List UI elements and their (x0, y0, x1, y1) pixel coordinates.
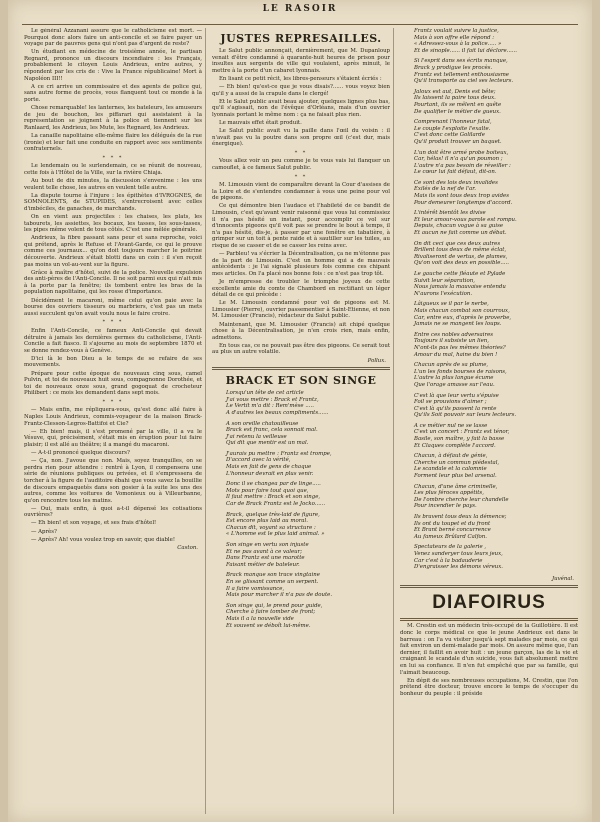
column-2 (212, 28, 390, 814)
article-paragraph: Le Salut public annonçait, dernièrement, que M. Dupanloup venait d'être condamné à quarante-huit heures de prison pour insultes aux sergents de ville qui voulaient, après minuit, le mettre à la porte d'un cabaret lyonnais. (212, 48, 390, 74)
verse-line: L'un les fonds bourses de raisons, (414, 368, 507, 375)
article-paragraphs (24, 163, 202, 317)
verse-line: Et Claques complète l'accord. (414, 442, 496, 449)
verse-line: J'ai retenu la veilleuse (226, 433, 287, 440)
article-paragraphs (24, 328, 202, 397)
article-signature: Caston. (177, 544, 198, 551)
verse-line: De l'ombre cherche leur chandelle (414, 496, 509, 503)
verse-line: Et souvent se déboît lui-même. (226, 622, 311, 629)
article-paragraph: Ce qui démontre bien l'audace et l'habileté de ce bandit de Limousin, c'est qu'avant venir raisonné que vous lui commissiez il n'a pas hésité un instant, pour accomplir ce vol sur d'innocents pigeons qu'il voit pas se prendre le bout à temps, il n'a pas hésité, dis-je, à passer par une fenêtre en tabatière, à grimper sur un toit à pente raide et à sautiller sur les tuiles, au risque de se casser et de se casser les reins avec. (212, 203, 390, 250)
verse-line: Comprenant l'honneur fatal, (414, 119, 492, 126)
verse-line: Chacun dit, voyant sa structure : (226, 524, 316, 531)
verse-line: Exilés de la nef de l'ar. (414, 186, 476, 193)
verse-line: Si l'esprit dans ses écrits manque, (414, 58, 508, 65)
column-rule (205, 28, 206, 814)
article-paragraphs (24, 28, 202, 153)
verse-line: Mots pour faire tout quoi que, (226, 487, 309, 494)
article-paragraph: Grâce à maître d'hôtel, suivi de la police. Nouvelle expulsion des anti-pères de l'Anti-Concile. Il ne soit parmi eux qui n'ait mis à la porte par la fenêtre; ils tombent entre les bras de la population napolitaine, qui les rosse d'importance. (24, 269, 202, 296)
verse-line: Pour incendier le pays. (414, 503, 477, 510)
verse-line: Qu'il produit trouver un baquet. (414, 138, 502, 145)
verse-line: Le Vertit m'a dit : Rem'mèse ..... (226, 403, 314, 410)
newspaper-page (8, 0, 592, 822)
verse-line: Ils laissent la paire tous deux. (414, 95, 496, 102)
verse-line: Depuis, chacun vogue à sa guise (414, 223, 504, 230)
section-title: DIAFOIRUS (432, 592, 546, 614)
verse-line: Et de sinople...... il fait lui déclore...... (414, 47, 518, 54)
article-paragraph: Chose remarquable! les lanternes, les bateleurs, les amuseurs de jeu de bouchon, les piffarari qui assistaient à la représentation se joignent à la police et tiennent sur les Ranlaard, les Andrieux, les Mute, les Regnard, les Andrieux. (24, 105, 202, 131)
verse-line: Toujours il subsiste un lien, (414, 338, 489, 345)
article-paragraph: Un étudiant en médecine de troisième année, le partisan Regnard, prononce un discours incendiaire : les Français, probablement le citoyen Louis Andrieux, entre autres, y répondent par les cris de : Vive la France républicaine! Mort à Napoléon III!! (24, 49, 202, 82)
verse-line: Brack y prodigue les procès. (414, 64, 493, 71)
article-paragraph: — Mais enfin, me répliquera-vous, qu'est donc allé faire à Naples Louis Andrieux, commis-voyageur de la maison Brack-Frantz-Clesson-Legros-Battifoi et Cie? (24, 407, 202, 427)
verse-line: « L'homme est le plus laid animal. » (226, 531, 325, 538)
verse-line: Dans Frantz est une marotte (226, 555, 305, 562)
verse-line: A d'autres les beaux compliments...... (226, 409, 329, 416)
article-paragraph: Le Salut public avait vu la paille dans l'œil du voisin : il n'avait pas vu la poutre dans son propre œil (c'est dur, mais énergique). (212, 128, 390, 148)
verse-line: J'aurais pu mettre : Frantz est trompe, (226, 450, 332, 457)
verse-line: Frantz voulait suivre la justice, (414, 28, 499, 34)
verse-line: Le scandale et la calomnie (414, 466, 487, 473)
verse-line: Pourtant, ils se mêlent en quête (414, 101, 502, 108)
verse-line: A ce métier nul ne se lasse (414, 422, 488, 429)
article-paragraph: — Eh bien! qu'est-ce que je vous disais?...... vous voyez bien qu'il y a aussi de la crapule dans le clergé! (212, 83, 390, 97)
verse-line: Ce sont des lois deux invalides (414, 179, 498, 186)
verse-line: Ils ont du toupet et du front (414, 520, 491, 527)
article-paragraph: — Parbleu! va s'écrier la Décentralisation, ça ne m'étonne pas de la part de Limousin. C'est un homme qui a de mauvais antécédents : je l'ai signalé plusieurs fois comme ces chipant mes articles. On l'a placé nos bonne fois : ce n'est pas trop tôt. (212, 251, 390, 277)
verse-line: Brack, quelque très-laid de figure, (226, 511, 320, 518)
separator-stars: * * (294, 173, 308, 180)
verse-line: Et aucun ne fait comme un débat. (414, 230, 507, 237)
verse-line: Faisant métier de bateleur. (226, 561, 300, 568)
verse-line: Le cœur lui fait défaut, dit-on. (414, 169, 497, 176)
song-verses (212, 390, 390, 633)
article-paragraph: La dispute tourne à l'injure : les épithètes d'IVROGNES, de SOMNOLENTS, de STUPIDES, s'entrecroisent avec celles d'imbéciles, de ganaches, de marchands. (24, 192, 202, 212)
article-paragraph: On en vient aux projectiles : les chaises, les plats, les tabourets, les assiettes, les bocaux, les tasses, les sous-tasses, les pipes même volent de tous côtés. C'est une mêlée générale. (24, 213, 202, 234)
verse-line: Pour demeurer longtemps d'accord. (414, 199, 513, 206)
article-paragraph: Maintenant, que M. Limousier (Francis) ait chipé quelque chose à la Décentralisation, je n'en crois rien, mais enfin, admettons. (212, 321, 390, 341)
verse-line: Cherche à faire tomber de front; (226, 609, 316, 616)
separator-stars: * * * (102, 398, 124, 405)
verse-line: Et leur amour-vous parole est rompu. (414, 216, 517, 223)
article-paragraph: Vous allez voir un peu comme je te vous vais lui flanquer un camouflet, à ce fameux Salut public. (212, 158, 390, 171)
verse-line: C'est donc cette Golilarde (414, 132, 485, 139)
verse-line: Chacun, à défaut de génie, (414, 453, 488, 460)
article-paragraph: — Ça, non. J'avoue que non. Mais, soyez tranquilles, on se perdra rien pour attendre : rentré à Lyon, il compensera une série de réunions publiques ou privées, et il s'empressera de torcher à la figure de l'auditoire ébahi que vous savez la bouillie de discours empaquetés dans son gosier à la suite les uns des autres, comme les voitures de Vomonieux ou à Villeurbanne, qu'on rencontre tous les matins. (24, 458, 202, 504)
verse-line: Nous jamais la mauvaise entendu (414, 284, 506, 291)
separator-stars: * * * (102, 319, 124, 326)
verse-line: Mais à son offre elle répond : (414, 34, 495, 41)
section-rule (400, 585, 578, 588)
verse-line: Et Brant berné concurrence (414, 527, 491, 534)
verse-line: Qu'ils Soit pouvoir sur leurs lecteurs. (414, 412, 517, 419)
verse-line: De qualifier le métier de gueux. (414, 108, 501, 115)
article-paragraphs (24, 407, 202, 543)
verse-line: Mais ils sont tous deux trop avides (414, 193, 510, 200)
column-rule (393, 28, 394, 814)
verse-line: Foil se prouvions d'aimer ; (414, 399, 487, 406)
verse-line: A son oreille chatouilleuse (226, 420, 299, 427)
article-paragraph: — Eh bien! et son voyage, et ses frais d'hôtel! (31, 520, 157, 527)
article-paragraph: — Après? Ah! vous voulez trop en savoir, que diable! (31, 536, 175, 543)
article-paragraph: Décidément le macaroni, même celui qu'on paie avec la bourse des ouvriers tisseurs ou marbriers, c'est pas un mets aussi succulent qu'on avait voulu nous le faire croire. (24, 297, 202, 317)
article-paragraphs (400, 623, 578, 697)
verse-line: Brillent tous deux de même éclat, (414, 247, 507, 254)
poem-verses (400, 28, 578, 575)
verse-line: Mais chacun combat son courroux, (414, 307, 510, 314)
article-paragraph: Le M. Limousin condamné pour vol de pigeons est M. Limousier (Pierre), ouvrier passementier à Saint-Etienne, et non M. Limousier (Francis), rédacteur du Salut public. (212, 300, 390, 320)
newspaper-masthead: LE RASOIR (262, 4, 338, 14)
article-paragraph: En dépit de ses nombreuses occupations, M. Crestin, que l'on prétend être docteur, trouve encore le temps de s'occuper du bonheur du peuple : il préside (400, 677, 578, 697)
article-paragraphs (212, 182, 390, 356)
article-paragraph: M. Limousin vient de comparaître devant la Cour d'assises de la Loire et de s'entendre condamner à vous une peine pour vol de pigeons. (212, 182, 390, 202)
verse-line: Suivit leur séparation, (414, 277, 475, 284)
article-paragraph: — Après? (31, 528, 57, 535)
verse-line: L'un doit être armé probe boiteux, (414, 149, 509, 156)
verse-line: Car de Brack Frantz est le Jocko...... (226, 501, 326, 508)
verse-line: Frantz est tellement enthousiasme (414, 71, 509, 78)
separator-stars: * * * (102, 154, 124, 161)
verse-line: L'autre n'a pas besoin de réveiller : (414, 162, 511, 169)
verse-line: L'intérêt bientôt les divise (414, 210, 486, 217)
verse-line: N'aurons l'exécution. (414, 290, 473, 297)
header-rule (22, 24, 578, 25)
verse-line: C'est là qu'ils passent la rente (414, 405, 497, 412)
article-paragraph: — Oui, mais enfin, à quoi a-t-il dépensé les cotisations ouvrières? (24, 505, 202, 519)
verse-line: Qu'on voit des deux en possible..... (414, 260, 509, 267)
verse-line: Basile, son maître, y fait la basse (414, 436, 505, 443)
article-paragraph: La canaille napolitaine elle-même flaire les délégués de la rue (ironie) et leur fait une conduite en rapport avec ses sentiments confraternels. (24, 132, 202, 153)
verse-line: Brack manque son trace vingtaine (226, 572, 320, 579)
verse-line: On dit ceci que ces deux autres (414, 240, 501, 247)
verse-line: Qu'il transporte au ciel ses lecteurs. (414, 78, 514, 85)
verse-line: Chacun, d'une âme criminelle, (414, 483, 498, 490)
verse-line: Lorsqu'un tête de cet article (226, 390, 304, 397)
verse-line: L'autre la plus langue écume (414, 375, 494, 382)
song-title: BRACK ET SON SINGE (225, 374, 377, 388)
verse-line: Que l'orage amasse sur l'eau. (414, 381, 495, 388)
verse-line: Mais pour marcher il n'a pas de doute. (226, 592, 333, 599)
section-rule (400, 618, 578, 621)
article-paragraph: En tous cas, ce ne pouvait pas être des pigeons. Ce serait tout au plus un autre volatile. (212, 342, 390, 356)
verse-line: Amour du mal, haine du bien ! (414, 351, 498, 358)
article-paragraph: Et le Salut public avait beau ajouter, quelques lignes plus bas, qu'il s'agissait, non de l'évêque d'Orléans, mais d'un ouvrier lyonnais portant le même nom : ça ne faisait plus rien. (212, 98, 390, 118)
verse-line: Entre ces nobles adversaires (414, 331, 494, 338)
verse-line: D'accord avec la vérité, (226, 457, 291, 464)
article-paragraph: — A-t-il prononcé quelque discours? (31, 450, 130, 457)
article-paragraph: Prépare pour cette époque de nouveaux cinq sous, camel Pulvin, et toi de nouveaux huit sous, compagnonne Dorothée, et toi de nouveaux onze sous, grand gogoquat de crocheteur Philibert : ce mois les demandent dans sept mois. (24, 370, 202, 397)
verse-line: Venez sanderyer tous leurs jeux, (414, 550, 503, 557)
article-paragraph: Andrieux, la fibre passant sans peur et sans reproche, voici qui prétend, après le Refuse et l'Avant-Garde, ce qui le prouve comme ces journaux... qu'on doit toujours marcher le poitrine découverte. Andrieux s'était blotti dans un coin : il s'en reçoit pas moins un vol-au-vent sur la figure. (24, 235, 202, 268)
verse-line: Mais il a la nouvelle vide (226, 615, 294, 622)
verse-line: D'engraisser les démons véreux. (414, 564, 504, 571)
verse-line: J'ai vous mettre : Brack et Frantz, (226, 396, 319, 403)
stanza-gap (400, 571, 578, 575)
verse-line: Les plus féroces appétits, (414, 490, 484, 497)
article-paragraph: Au bout de dix minutes, la discussion s'envenime : les uns veulent telle chose, les autres en veulent telle autre. (24, 177, 202, 191)
verse-line: « Adressez-vous à la police..... » (414, 41, 502, 48)
verse-line: Chacun après de sa plume, (414, 362, 489, 369)
column-1 (24, 28, 202, 814)
article-paragraph: — Eh bien! mais, il s'est promené par la ville, il a vu le Vésuve, qui, précisément, s'était mis en éruption pour lui faire plaisir; il est allé au théâtre; il a mangé du macaroni. (24, 428, 202, 448)
verse-line: Jamais ne se mangent les loups. (414, 321, 502, 328)
article-paragraph: Le lendemain ou le surlendemain, ce se réunit de nouveau, cette fois à l'Hôtel de la Ville, sur la rivière Chiaja. (24, 163, 202, 176)
verse-line: Brack est franc, cela sonnait mal. (226, 427, 318, 434)
stanza-gap (212, 629, 390, 633)
separator-stars: * * (294, 149, 308, 156)
verse-line: Cherche un commun piédestal, (414, 459, 500, 466)
article-paragraph: D'ici là le bon Dieu a le temps de se refaire de ses mouvements. (24, 355, 202, 369)
verse-line: L'honneur devrait en plus venir. (226, 470, 314, 477)
verse-line: Ils bravent tous deux la démence; (414, 514, 507, 520)
article-paragraph: A ce cri arrive un commissaire et des agents de police qui, sans autre forme de procès, vous flanquent tout ce monde à la porte. (24, 83, 202, 103)
verse-line: Son singe en vertu son injuste (226, 542, 309, 548)
article-title: JUSTES REPRESAILLES. (220, 32, 382, 45)
verse-line: Mais en fait de gens de chaque (226, 464, 312, 471)
verse-line: C'est là que leur vertu s'épuise (414, 392, 499, 399)
verse-line: Il a faire vomissance, (226, 585, 285, 592)
article-signature: Pollux. (367, 357, 386, 364)
verse-line: Au fameux Brûlard Calfon. (414, 533, 487, 540)
verse-line: Son singe qui, le prend pour guide, (226, 602, 323, 609)
verse-line: En se glissant comme un serpent. (226, 578, 319, 585)
section-rule (212, 367, 390, 370)
article-paragraph: M. Crestin est un médecin très-occupé de la Guillotière. Il est donc le corps médical ce que le jeune Andrieux est dans le barreau : on l'a vu visiter jusqu'à sept malades par mois, ce qui fait environ un demi-malade par mois. On assure même que, l'an dernier, il faillit en avoir huit : un jeune garçon, las de la vie et craignant le scandale d'un suicide, vous fait absolument mettre en lui sa confiance. Il n'en fut empêché que par sa famille, qui l'aimait beaucoup. (400, 623, 578, 676)
verse-line: Le couple l'exploite l'exalte. (414, 125, 491, 132)
verse-line: N'ont-ils pas les mêmes théories? (414, 344, 506, 351)
verse-line: Le gauche cette fléaute et Pylade (414, 271, 506, 277)
column-3 (400, 28, 578, 814)
article-paragraph: Enfin l'Anti-Concile, ce fameux Anti-Concile qui devait détruire à jamais les dernières germes du catholicisme, l'Anti-Concile a fait fiasco. Il s'ajourne au mois de septembre 1870 et se donne rendez-vous à Genève. (24, 327, 202, 354)
poem-signature: Juvénal. (552, 575, 574, 582)
verse-line: Il faut mettre : Brack et son singe, (226, 494, 321, 501)
verse-line: Donc il se changea par de linge..... (226, 481, 321, 488)
verse-line: Car, hélas! il n'a qu'un poumon ; (414, 156, 503, 163)
verse-line: Car c'est à la badauderie (414, 557, 483, 564)
verse-line: C'est un concert : Frantz est ténor, (414, 429, 510, 436)
article-paragraph: Le mauvais effet était produit. (219, 119, 302, 126)
verse-line: Car, entre eux, d'après le proverbe, (414, 314, 512, 321)
verse-line: Forment leur plus bel arsenal. (414, 473, 497, 480)
verse-line: Lâigueux se il par le nerbe, (414, 301, 489, 308)
article-paragraph: En lisant ce petit récit, les libres-penseurs s'étaient écriés : (219, 75, 382, 82)
verse-line: Est encore plus laid au moral. (226, 518, 308, 525)
article-paragraph: Je m'empresse de troubler le triomphe joyeux de cette excellente amie du comte de Chambord en rectifiant un léger détail de ce qui précède : (212, 279, 390, 299)
verse-line: Qui dit que mentir est un mal. (226, 440, 309, 447)
verse-line: Spectateurs de la galerie , (414, 544, 487, 551)
article-paragraphs (212, 48, 390, 148)
verse-line: Jaloux est aut, Denis est bête; (414, 88, 496, 95)
article-paragraph: Le général Azzanani assure que le catholicisme est mort. — Pourquoi donc alors faire un anti-concile et se faire payer un voyage par de pauvres gens qui n'ont pas d'argent de reste? (24, 28, 202, 48)
verse-line: Rivaliseront de vertus, de plumes, (414, 253, 508, 260)
verse-line: Et ne pas avant à ce valeur; (226, 548, 303, 555)
